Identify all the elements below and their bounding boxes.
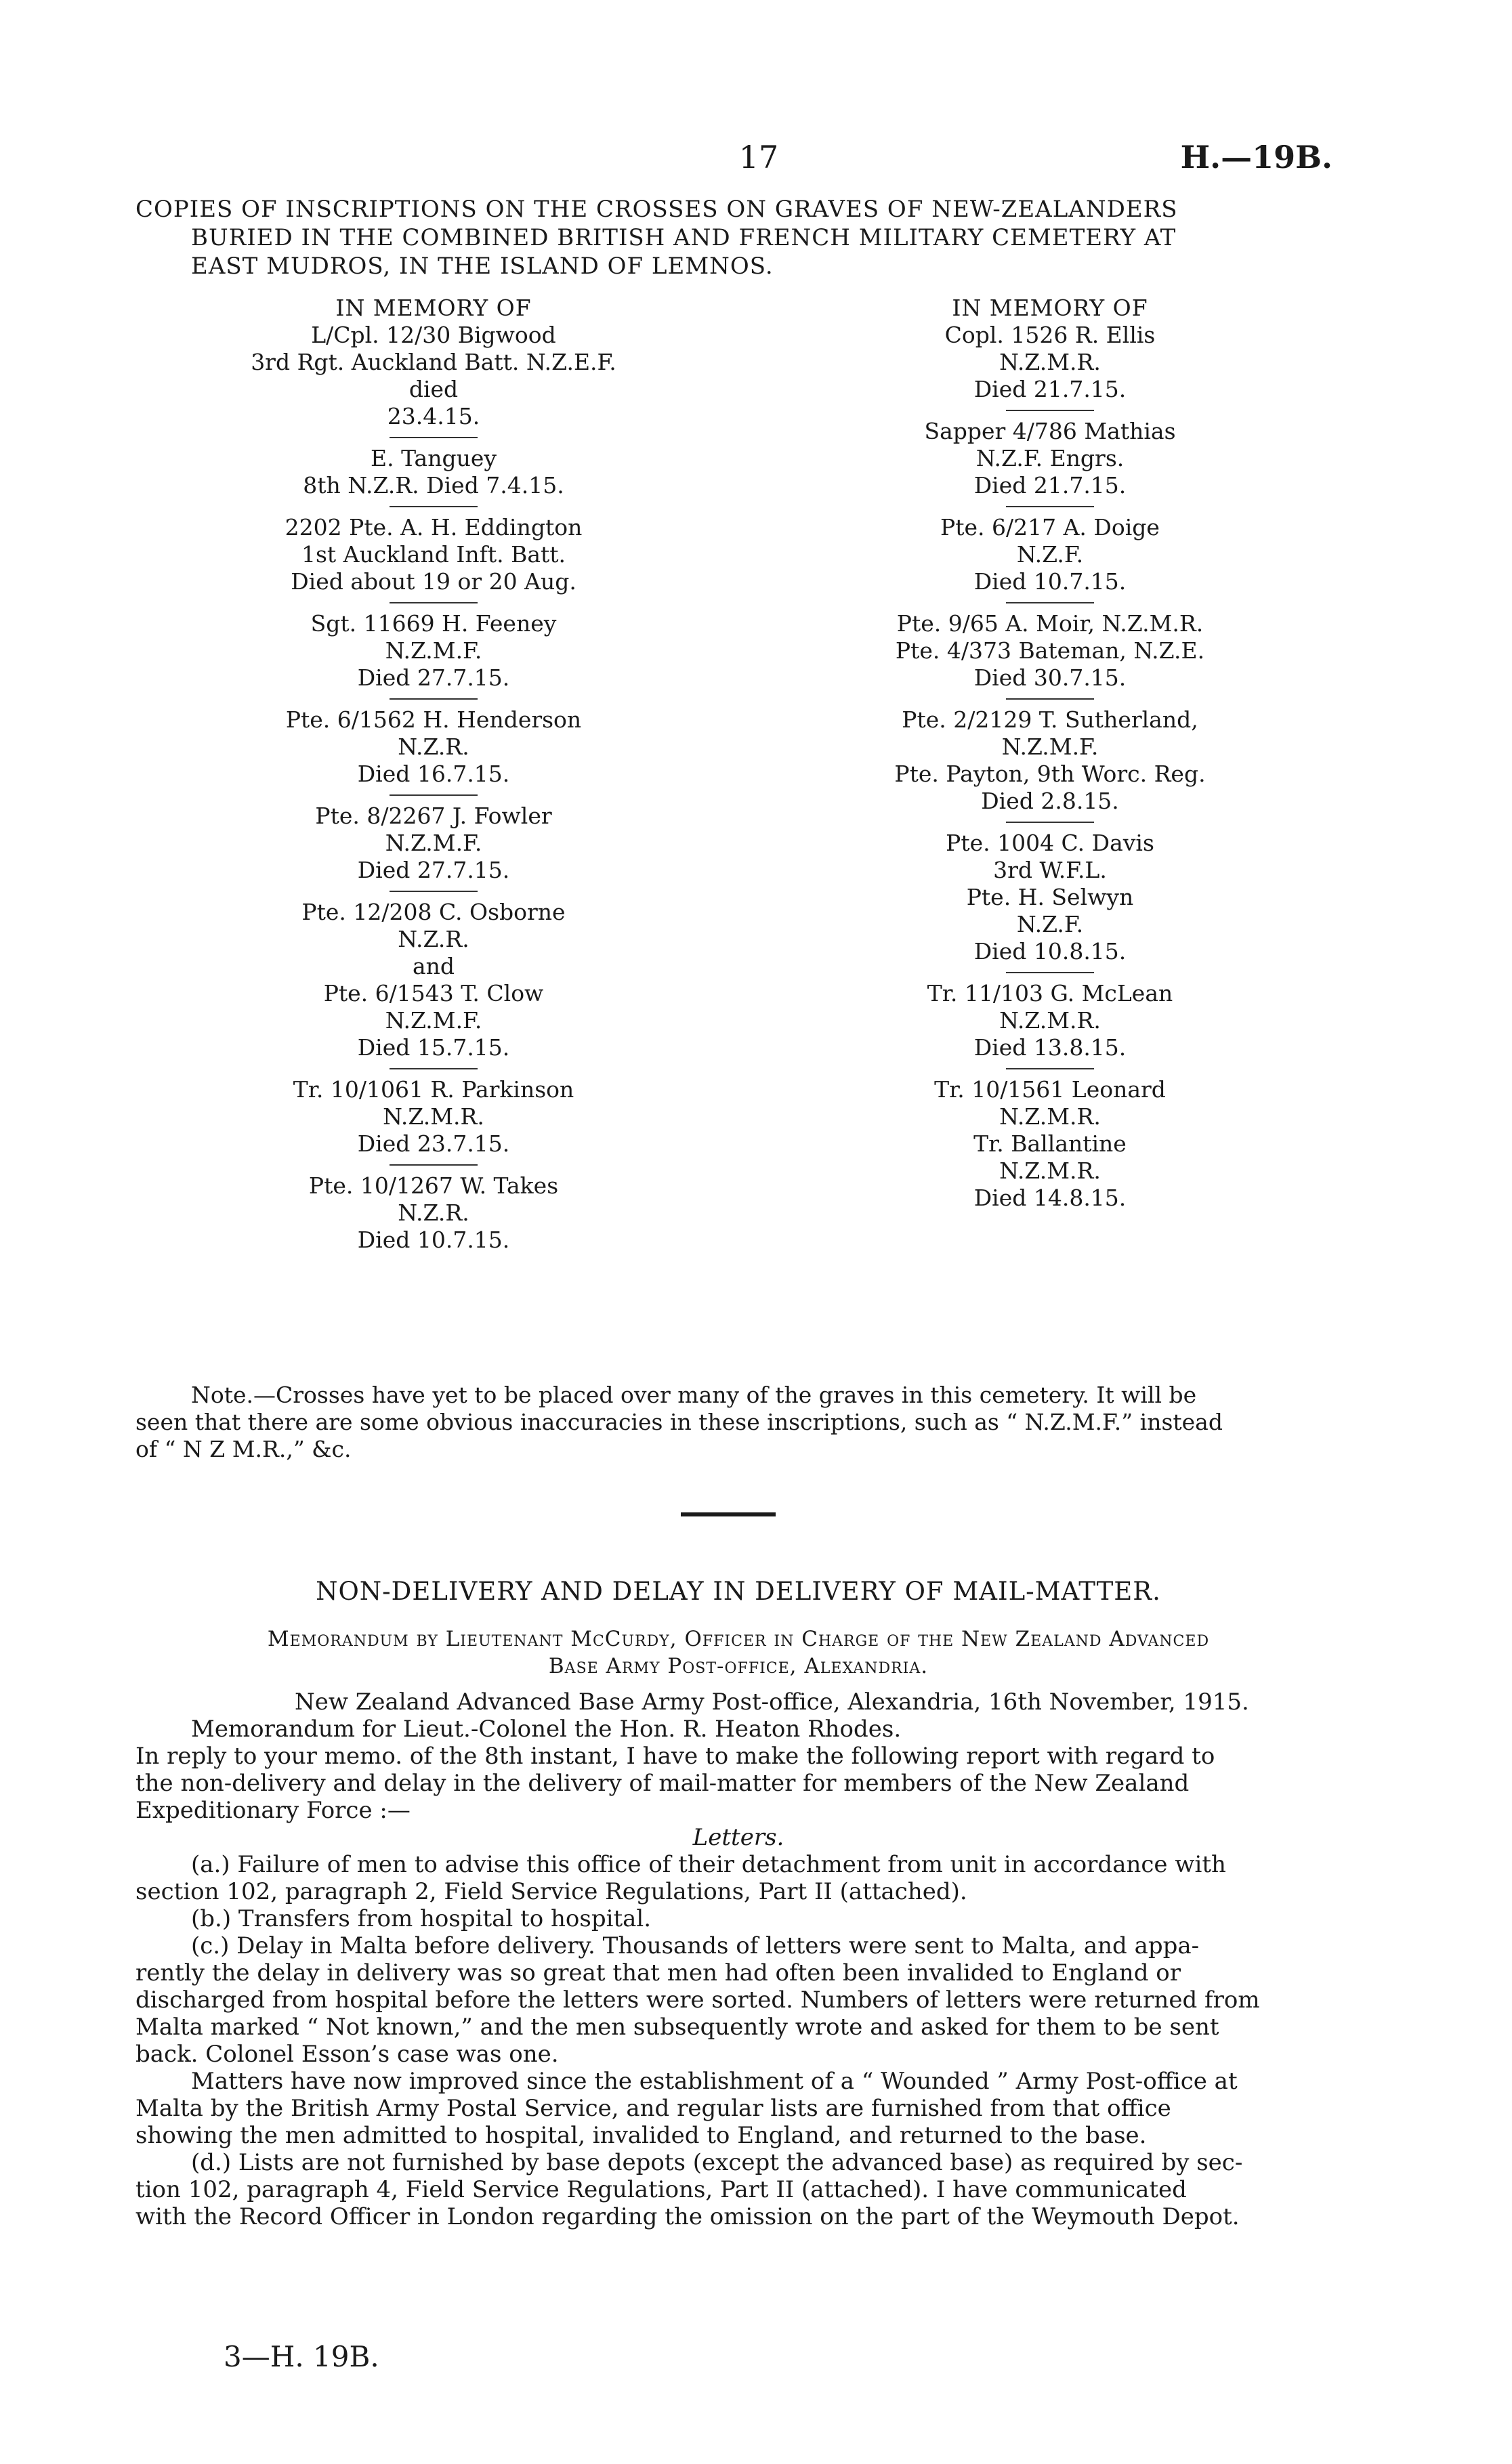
inscription-line: Pte. H. Selwyn	[966, 884, 1134, 910]
inscription-line: Pte. 6/1562 H. Henderson	[285, 706, 582, 733]
document-reference: H.—19B.	[1180, 139, 1332, 175]
inscriptions-left-column	[224, 295, 644, 1260]
inscription-entry	[833, 514, 1267, 595]
inscription-line: died	[408, 376, 459, 402]
column-heading: IN MEMORY OF	[952, 295, 1148, 321]
inscription-entry	[224, 610, 644, 692]
inscription-line: Sgt. 11669 H. Feeney	[310, 610, 557, 637]
body-line: tion 102, paragraph 4, Field Service Regulations, Part II (attached). I have communicated	[135, 2176, 1187, 2203]
body-line: (a.) Failure of men to advise this office of their detachment from unit in accordance with	[191, 1851, 1226, 1878]
entry-separator	[1006, 1068, 1094, 1069]
inscription-line: Pte. 9/65 A. Moir, N.Z.M.R.	[896, 610, 1204, 637]
note-line: seen that there are some obvious inaccuracies in these inscriptions, such as “ N.Z.M.F.” instead	[135, 1409, 1223, 1435]
entry-separator	[1006, 698, 1094, 700]
inscription-line: Tr. Ballantine	[973, 1130, 1127, 1157]
section-divider	[681, 1512, 776, 1516]
body-line: Malta marked “ Not known,” and the men subsequently wrote and asked for them to be sent	[135, 2014, 1219, 2041]
inscription-entry	[224, 514, 644, 595]
inscription-line: 3rd W.F.L.	[993, 857, 1107, 883]
memo-heading-line: Memorandum by Lieutenant McCurdy, Officer in Charge of the New Zealand Advanced	[267, 1627, 1210, 1651]
entry-list	[224, 322, 644, 1254]
inscription-line: Pte. Payton, 9th Worc. Reg.	[894, 761, 1206, 787]
inscription-line: N.Z.M.F.	[385, 637, 482, 664]
entry-separator	[390, 794, 478, 796]
entry-separator	[390, 602, 478, 603]
place-date-line: New Zealand Advanced Base Army Post-office, Alexandria, 16th November, 1915.	[295, 1688, 1249, 1716]
inscription-line: Pte. 12/208 C. Osborne	[301, 899, 566, 925]
inscription-entry	[224, 803, 644, 884]
entry-list	[833, 322, 1267, 1212]
body-line: (b.) Transfers from hospital to hospital.	[191, 1905, 652, 1932]
inscription-entry	[224, 322, 644, 430]
entry-separator	[390, 437, 478, 438]
inscription-entry	[833, 1076, 1267, 1212]
body-line: section 102, paragraph 2, Field Service Regulations, Part II (attached).	[135, 1878, 967, 1905]
inscription-entry	[224, 445, 644, 499]
body-line: (d.) Lists are not furnished by base depots (except the advanced base) as required by sec-	[191, 2149, 1243, 2176]
memorandum-body	[135, 1688, 1341, 2230]
inscription-line: Died 16.7.15.	[357, 761, 510, 787]
inscription-line: N.Z.F.	[1016, 911, 1084, 937]
body-line: rently the delay in delivery was so great that men had often been invalided to England or	[135, 1959, 1181, 1987]
inscription-line: Tr. 10/1561 Leonard	[934, 1076, 1166, 1103]
section-title: NON-DELIVERY AND DELAY IN DELIVERY OF MAIL-MATTER.	[316, 1577, 1161, 1606]
inscription-line: and	[412, 953, 455, 979]
entry-separator	[1006, 410, 1094, 411]
inscription-line: Died 10.7.15.	[357, 1227, 510, 1253]
inscription-line: Pte. 8/2267 J. Fowler	[315, 803, 552, 829]
body-line: (c.) Delay in Malta before delivery. Thousands of letters were sent to Malta, and appa-	[191, 1932, 1200, 1959]
entry-separator	[390, 698, 478, 700]
inscription-entry	[224, 1076, 644, 1157]
entry-separator	[390, 1164, 478, 1166]
memorandum-heading	[135, 1626, 1341, 1680]
inscription-entry	[224, 899, 644, 1061]
entry-separator	[390, 891, 478, 892]
body-line: showing the men admitted to hospital, invalided to England, and returned to the base.	[135, 2122, 1147, 2149]
inscription-entry	[833, 706, 1267, 815]
entry-separator	[1006, 822, 1094, 823]
inscription-entry	[833, 418, 1267, 499]
inscription-line: Died 27.7.15.	[357, 664, 510, 691]
inscription-line: 1st Auckland Inft. Batt.	[301, 541, 566, 568]
entry-separator	[390, 1068, 478, 1069]
inscription-entry	[224, 706, 644, 788]
inscriptions-right-column	[833, 295, 1267, 1218]
body-line: Matters have now improved since the establishment of a “ Wounded ” Army Post-office at	[191, 2068, 1238, 2095]
inscription-line: Died 13.8.15.	[973, 1034, 1127, 1061]
inscription-line: Pte. 1004 C. Davis	[946, 830, 1154, 856]
heading-line: BURIED IN THE COMBINED BRITISH AND FRENCH MILITARY CEMETERY AT	[191, 224, 1177, 251]
inscription-line: Tr. 11/103 G. McLean	[927, 980, 1173, 1006]
inscription-line: N.Z.R.	[398, 926, 469, 952]
inscription-line: Pte. 2/2129 T. Sutherland,	[902, 706, 1198, 733]
column-heading: IN MEMORY OF	[335, 295, 532, 321]
entry-separator	[390, 506, 478, 507]
memo-heading-line: Base Army Post-office, Alexandria.	[548, 1654, 929, 1678]
inscription-line: Sapper 4/786 Mathias	[924, 418, 1176, 444]
inscription-line: Tr. 10/1061 R. Parkinson	[293, 1076, 574, 1103]
body-line: Malta by the British Army Postal Service, and regular lists are furnished from that office	[135, 2095, 1171, 2122]
inscription-line: Died 27.7.15.	[357, 857, 510, 883]
addressee-line: Memorandum for Lieut.-Colonel the Hon. R. Heaton Rhodes.	[191, 1716, 902, 1743]
inscription-line: Died 10.8.15.	[973, 938, 1127, 964]
inscription-line: Died 21.7.15.	[973, 472, 1127, 498]
inscription-line: 3rd Rgt. Auckland Batt. N.Z.E.F.	[251, 349, 616, 375]
inscription-line: Died about 19 or 20 Aug.	[291, 568, 576, 595]
inscription-line: Pte. 4/373 Bateman, N.Z.E.	[895, 637, 1205, 664]
inscription-line: Copl. 1526 R. Ellis	[944, 322, 1156, 348]
inscription-line: Pte. 6/1543 T. Clow	[323, 980, 544, 1006]
body-line: In reply to your memo. of the 8th instant, I have to make the following report with regard to	[135, 1743, 1215, 1770]
heading-line: EAST MUDROS, IN THE ISLAND OF LEMNOS.	[191, 253, 774, 280]
inscription-entry	[833, 322, 1267, 403]
body-line: with the Record Officer in London regarding the omission on the part of the Weymouth Depot.	[135, 2203, 1240, 2230]
inscription-entry	[833, 830, 1267, 965]
inscription-entry	[833, 610, 1267, 692]
inscription-line: Died 10.7.15.	[973, 568, 1127, 595]
note-paragraph	[135, 1382, 1341, 1463]
inscription-line: N.Z.M.F.	[385, 830, 482, 856]
inscription-line: 8th N.Z.R. Died 7.4.15.	[303, 472, 564, 498]
entry-separator	[1006, 972, 1094, 973]
body-line: back. Colonel Esson’s case was one.	[135, 2041, 559, 2068]
inscription-line: N.Z.M.F.	[1001, 734, 1099, 760]
inscription-line: Died 23.7.15.	[357, 1130, 510, 1157]
heading-line: COPIES OF INSCRIPTIONS ON THE CROSSES ON GRAVES OF NEW-ZEALANDERS	[135, 196, 1178, 223]
inscription-line: Pte. 10/1267 W. Takes	[308, 1172, 559, 1199]
inscription-line: L/Cpl. 12/30 Bigwood	[311, 322, 556, 348]
inscription-line: 2202 Pte. A. H. Eddington	[285, 514, 583, 540]
entry-separator	[1006, 602, 1094, 603]
page-number: 17	[738, 139, 779, 175]
subheading-letters: Letters.	[692, 1824, 784, 1851]
body-line: Expeditionary Force :—	[135, 1797, 411, 1824]
inscription-line: Died 21.7.15.	[973, 376, 1127, 402]
inscription-line: E. Tanguey	[371, 445, 497, 471]
inscription-line: Died 2.8.15.	[981, 788, 1119, 814]
inscription-line: Died 30.7.15.	[973, 664, 1127, 691]
inscription-line: N.Z.M.R.	[999, 1157, 1101, 1184]
body-line: discharged from hospital before the letters were sorted. Numbers of letters were returned from	[135, 1987, 1260, 2014]
inscription-line: N.Z.M.R.	[383, 1103, 484, 1130]
inscription-line: Died 15.7.15.	[357, 1034, 510, 1061]
inscription-line: N.Z.F.	[1016, 541, 1084, 568]
inscription-line: Died 14.8.15.	[973, 1185, 1127, 1211]
entry-separator	[1006, 506, 1094, 507]
inscription-line: N.Z.F. Engrs.	[975, 445, 1125, 471]
inscription-line: N.Z.M.R.	[999, 1007, 1101, 1034]
inscription-line: N.Z.R.	[398, 1199, 469, 1226]
inscription-entry	[224, 1172, 644, 1254]
note-line: of “ N Z M.R.,” &c.	[135, 1436, 352, 1462]
inscription-entry	[833, 980, 1267, 1061]
note-line: Note.—Crosses have yet to be placed over many of the graves in this cemetery. It will be	[191, 1382, 1197, 1408]
inscriptions-heading	[135, 195, 1368, 280]
inscription-line: Pte. 6/217 A. Doige	[940, 514, 1160, 540]
inscription-line: N.Z.M.R.	[999, 349, 1101, 375]
inscription-line: N.Z.M.R.	[999, 1103, 1101, 1130]
inscription-line: 23.4.15.	[387, 403, 480, 429]
body-line: the non-delivery and delay in the delivery of mail-matter for members of the New Zealand	[135, 1770, 1190, 1797]
inscription-line: N.Z.M.F.	[385, 1007, 482, 1034]
footer-reference: 3—H. 19B.	[224, 2340, 379, 2373]
inscription-line: N.Z.R.	[398, 734, 469, 760]
